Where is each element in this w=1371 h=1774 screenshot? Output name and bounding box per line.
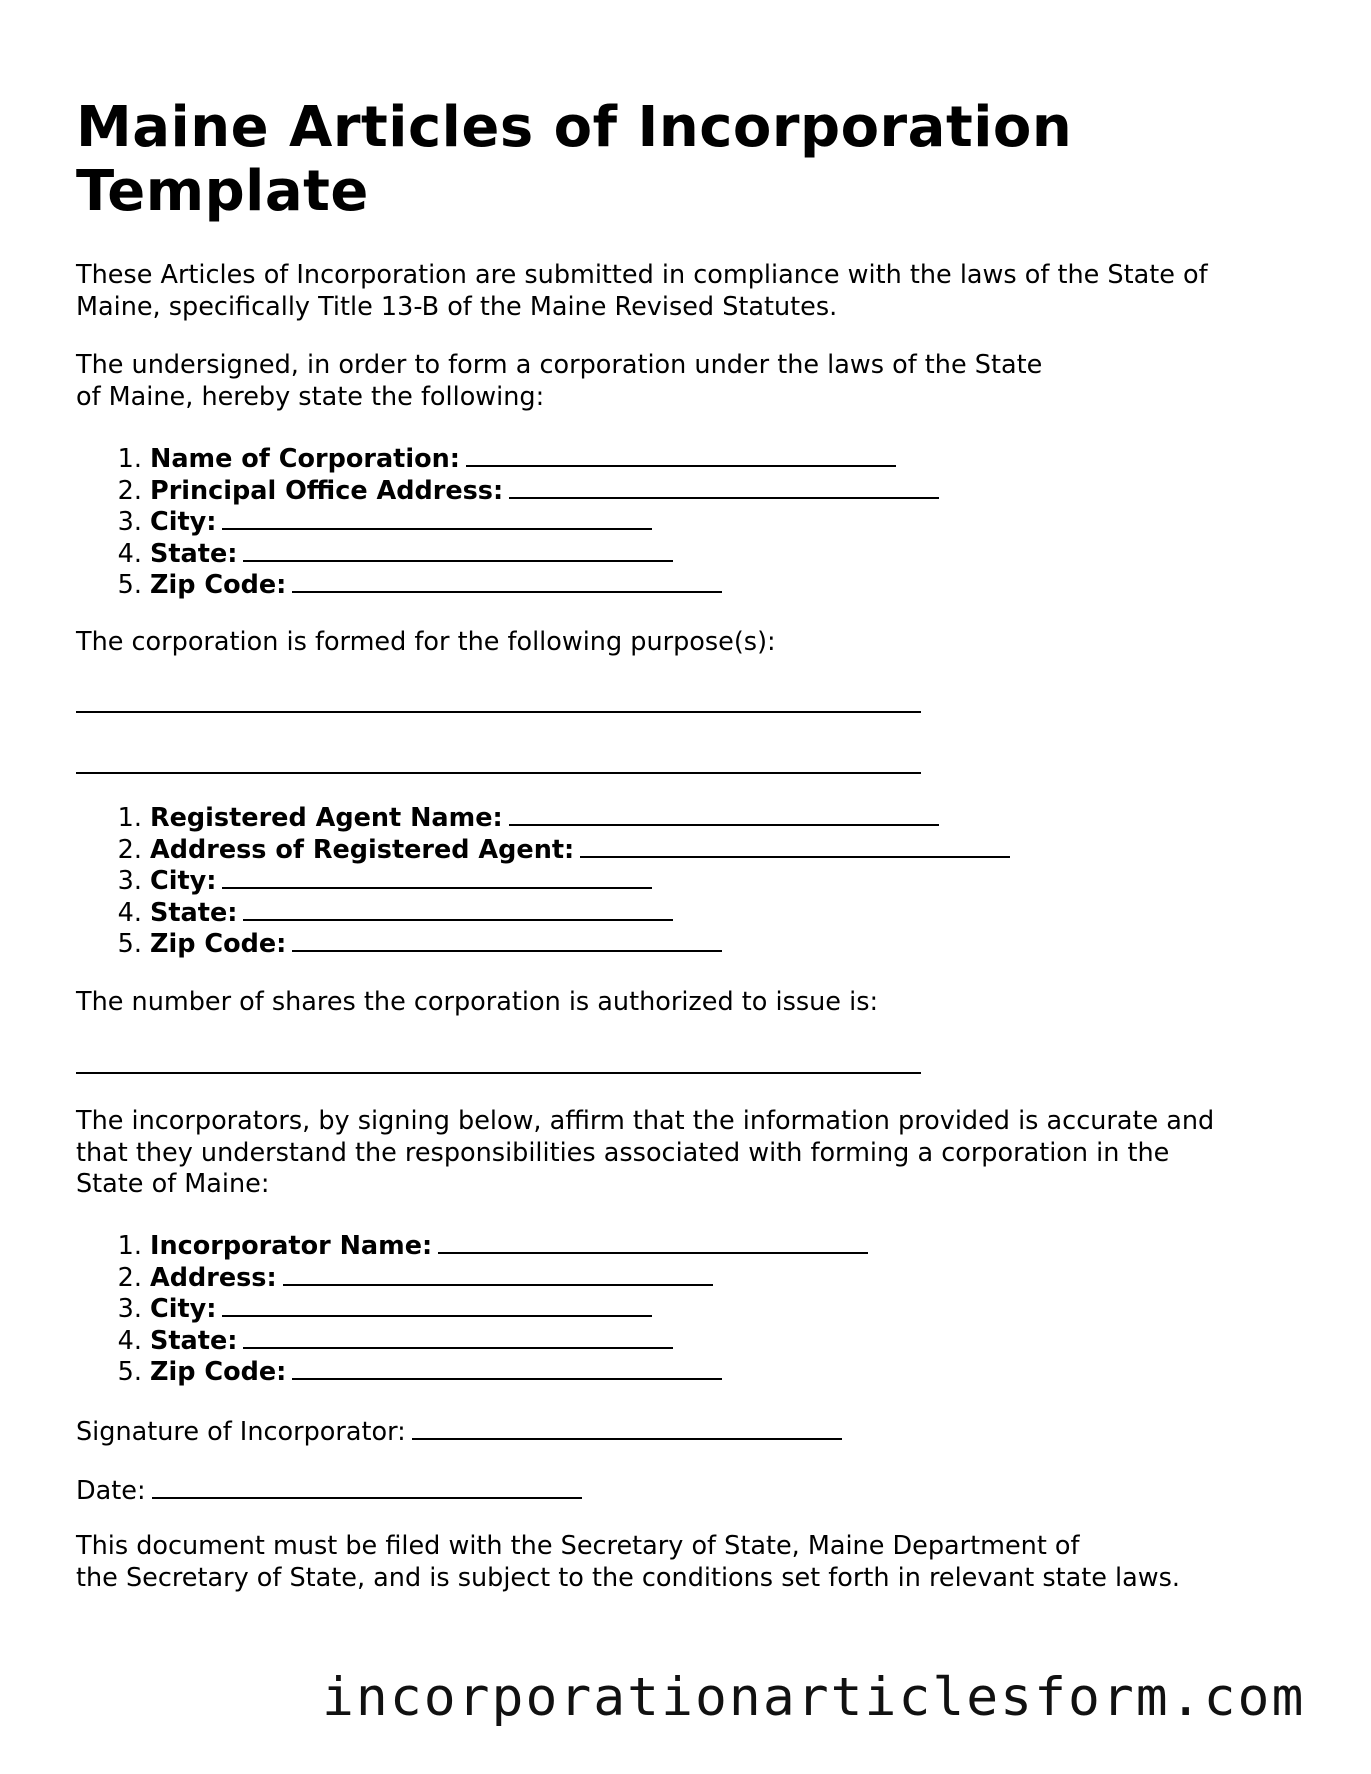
list-item: 3. City: [108, 1291, 868, 1323]
list-item: 3. City: [108, 863, 1010, 895]
field-label: Zip Code: [150, 929, 287, 959]
field-label: City: [150, 1294, 217, 1324]
incorporator-fields-list [108, 1228, 868, 1386]
affirm-paragraph [76, 1106, 1306, 1201]
shares-text: The number of shares the corporation is authorized to issue is: [76, 987, 879, 1017]
intro-paragraph-1-line-2: Maine, specifically Title 13-B of the Maine Revised Statutes. [76, 291, 838, 322]
field-label: State: [150, 1325, 238, 1356]
incorporator-address-field[interactable] [283, 1260, 713, 1286]
list-item: 4. State: [108, 1323, 868, 1355]
agent-zip-field[interactable] [292, 926, 722, 952]
list-item: 2. Address: [108, 1260, 868, 1292]
signature-label: Signature of Incorporator: [76, 1417, 406, 1447]
list-item: 1. Incorporator Name: [108, 1228, 868, 1260]
corporation-city-field[interactable] [222, 504, 652, 530]
affirm-paragraph-line-2: that they understand the responsibilities associated with forming a corporation in the [76, 1137, 1170, 1168]
corporation-state-field[interactable] [243, 536, 673, 562]
site-watermark: incorporationarticlesform.com [322, 1667, 1306, 1728]
agent-city-field[interactable] [222, 863, 652, 889]
field-label: Address of Registered Agent: [150, 834, 575, 865]
affirm-paragraph-line-1: The incorporators, by signing below, affirm that the information provided is accurate and [76, 1106, 1215, 1136]
date-label: Date: [76, 1476, 146, 1506]
field-label: Name of Corporation: [150, 444, 460, 474]
intro-paragraph-1 [76, 260, 1306, 323]
agent-state-field[interactable] [243, 895, 673, 921]
purpose-line-2[interactable] [76, 772, 921, 774]
registered-agent-name-field[interactable] [509, 800, 939, 826]
filing-note [76, 1531, 1306, 1594]
registered-agent-address-field[interactable] [580, 832, 1010, 858]
list-item: 4. State: [108, 536, 939, 568]
list-item: 1. Registered Agent Name: [108, 800, 1010, 832]
agent-fields-list [108, 800, 1010, 958]
list-item: 2. Principal Office Address: [108, 473, 939, 505]
shares-line[interactable] [76, 1072, 921, 1074]
purpose-text: The corporation is formed for the following purpose(s): [76, 627, 776, 657]
affirm-paragraph-line-3: State of Maine: [76, 1169, 270, 1199]
date-field[interactable] [152, 1473, 582, 1499]
intro-paragraph-2-line-2: of Maine, hereby state the following: [76, 381, 545, 412]
field-label: Address: [150, 1262, 277, 1293]
field-label: City: [150, 866, 217, 896]
intro-paragraph-2-line-1: The undersigned, in order to form a corporation under the laws of the State [76, 350, 1043, 380]
field-label: Principal Office Address: [150, 475, 504, 506]
list-item: 1. Name of Corporation: [108, 441, 939, 473]
principal-office-address-field[interactable] [509, 473, 939, 499]
filing-note-line-2: the Secretary of State, and is subject to the conditions set forth in relevant state laws. [76, 1562, 1180, 1593]
field-label: City: [150, 507, 217, 537]
field-label: State: [150, 538, 238, 569]
intro-paragraph-1-line-1: These Articles of Incorporation are submitted in compliance with the laws of the State of [76, 260, 1208, 290]
field-label: Zip Code: [150, 1357, 287, 1387]
list-item: 5. Zip Code: [108, 567, 939, 599]
incorporator-city-field[interactable] [222, 1291, 652, 1317]
date-row [76, 1473, 582, 1508]
list-item: 5. Zip Code: [108, 1354, 868, 1386]
page-title: Maine Articles of Incorporation Template [76, 95, 1073, 224]
field-label: Incorporator Name: [150, 1231, 433, 1261]
corporation-fields-list [108, 441, 939, 599]
list-item: 3. City: [108, 504, 939, 536]
incorporator-zip-field[interactable] [292, 1354, 722, 1380]
incorporator-state-field[interactable] [243, 1323, 673, 1349]
list-item: 4. State: [108, 895, 1010, 927]
signature-field[interactable] [412, 1414, 842, 1440]
signature-row [76, 1414, 842, 1449]
filing-note-line-1: This document must be filed with the Secretary of State, Maine Department of [76, 1531, 1080, 1561]
list-item: 2. Address of Registered Agent: [108, 832, 1010, 864]
field-label: State: [150, 897, 238, 928]
intro-paragraph-2 [76, 350, 1306, 413]
purpose-line-1[interactable] [76, 711, 921, 713]
field-label: Registered Agent Name: [150, 803, 503, 833]
corporation-name-field[interactable] [466, 441, 896, 467]
list-item: 5. Zip Code: [108, 926, 1010, 958]
corporation-zip-field[interactable] [292, 567, 722, 593]
incorporator-name-field[interactable] [438, 1228, 868, 1254]
field-label: Zip Code: [150, 570, 287, 600]
